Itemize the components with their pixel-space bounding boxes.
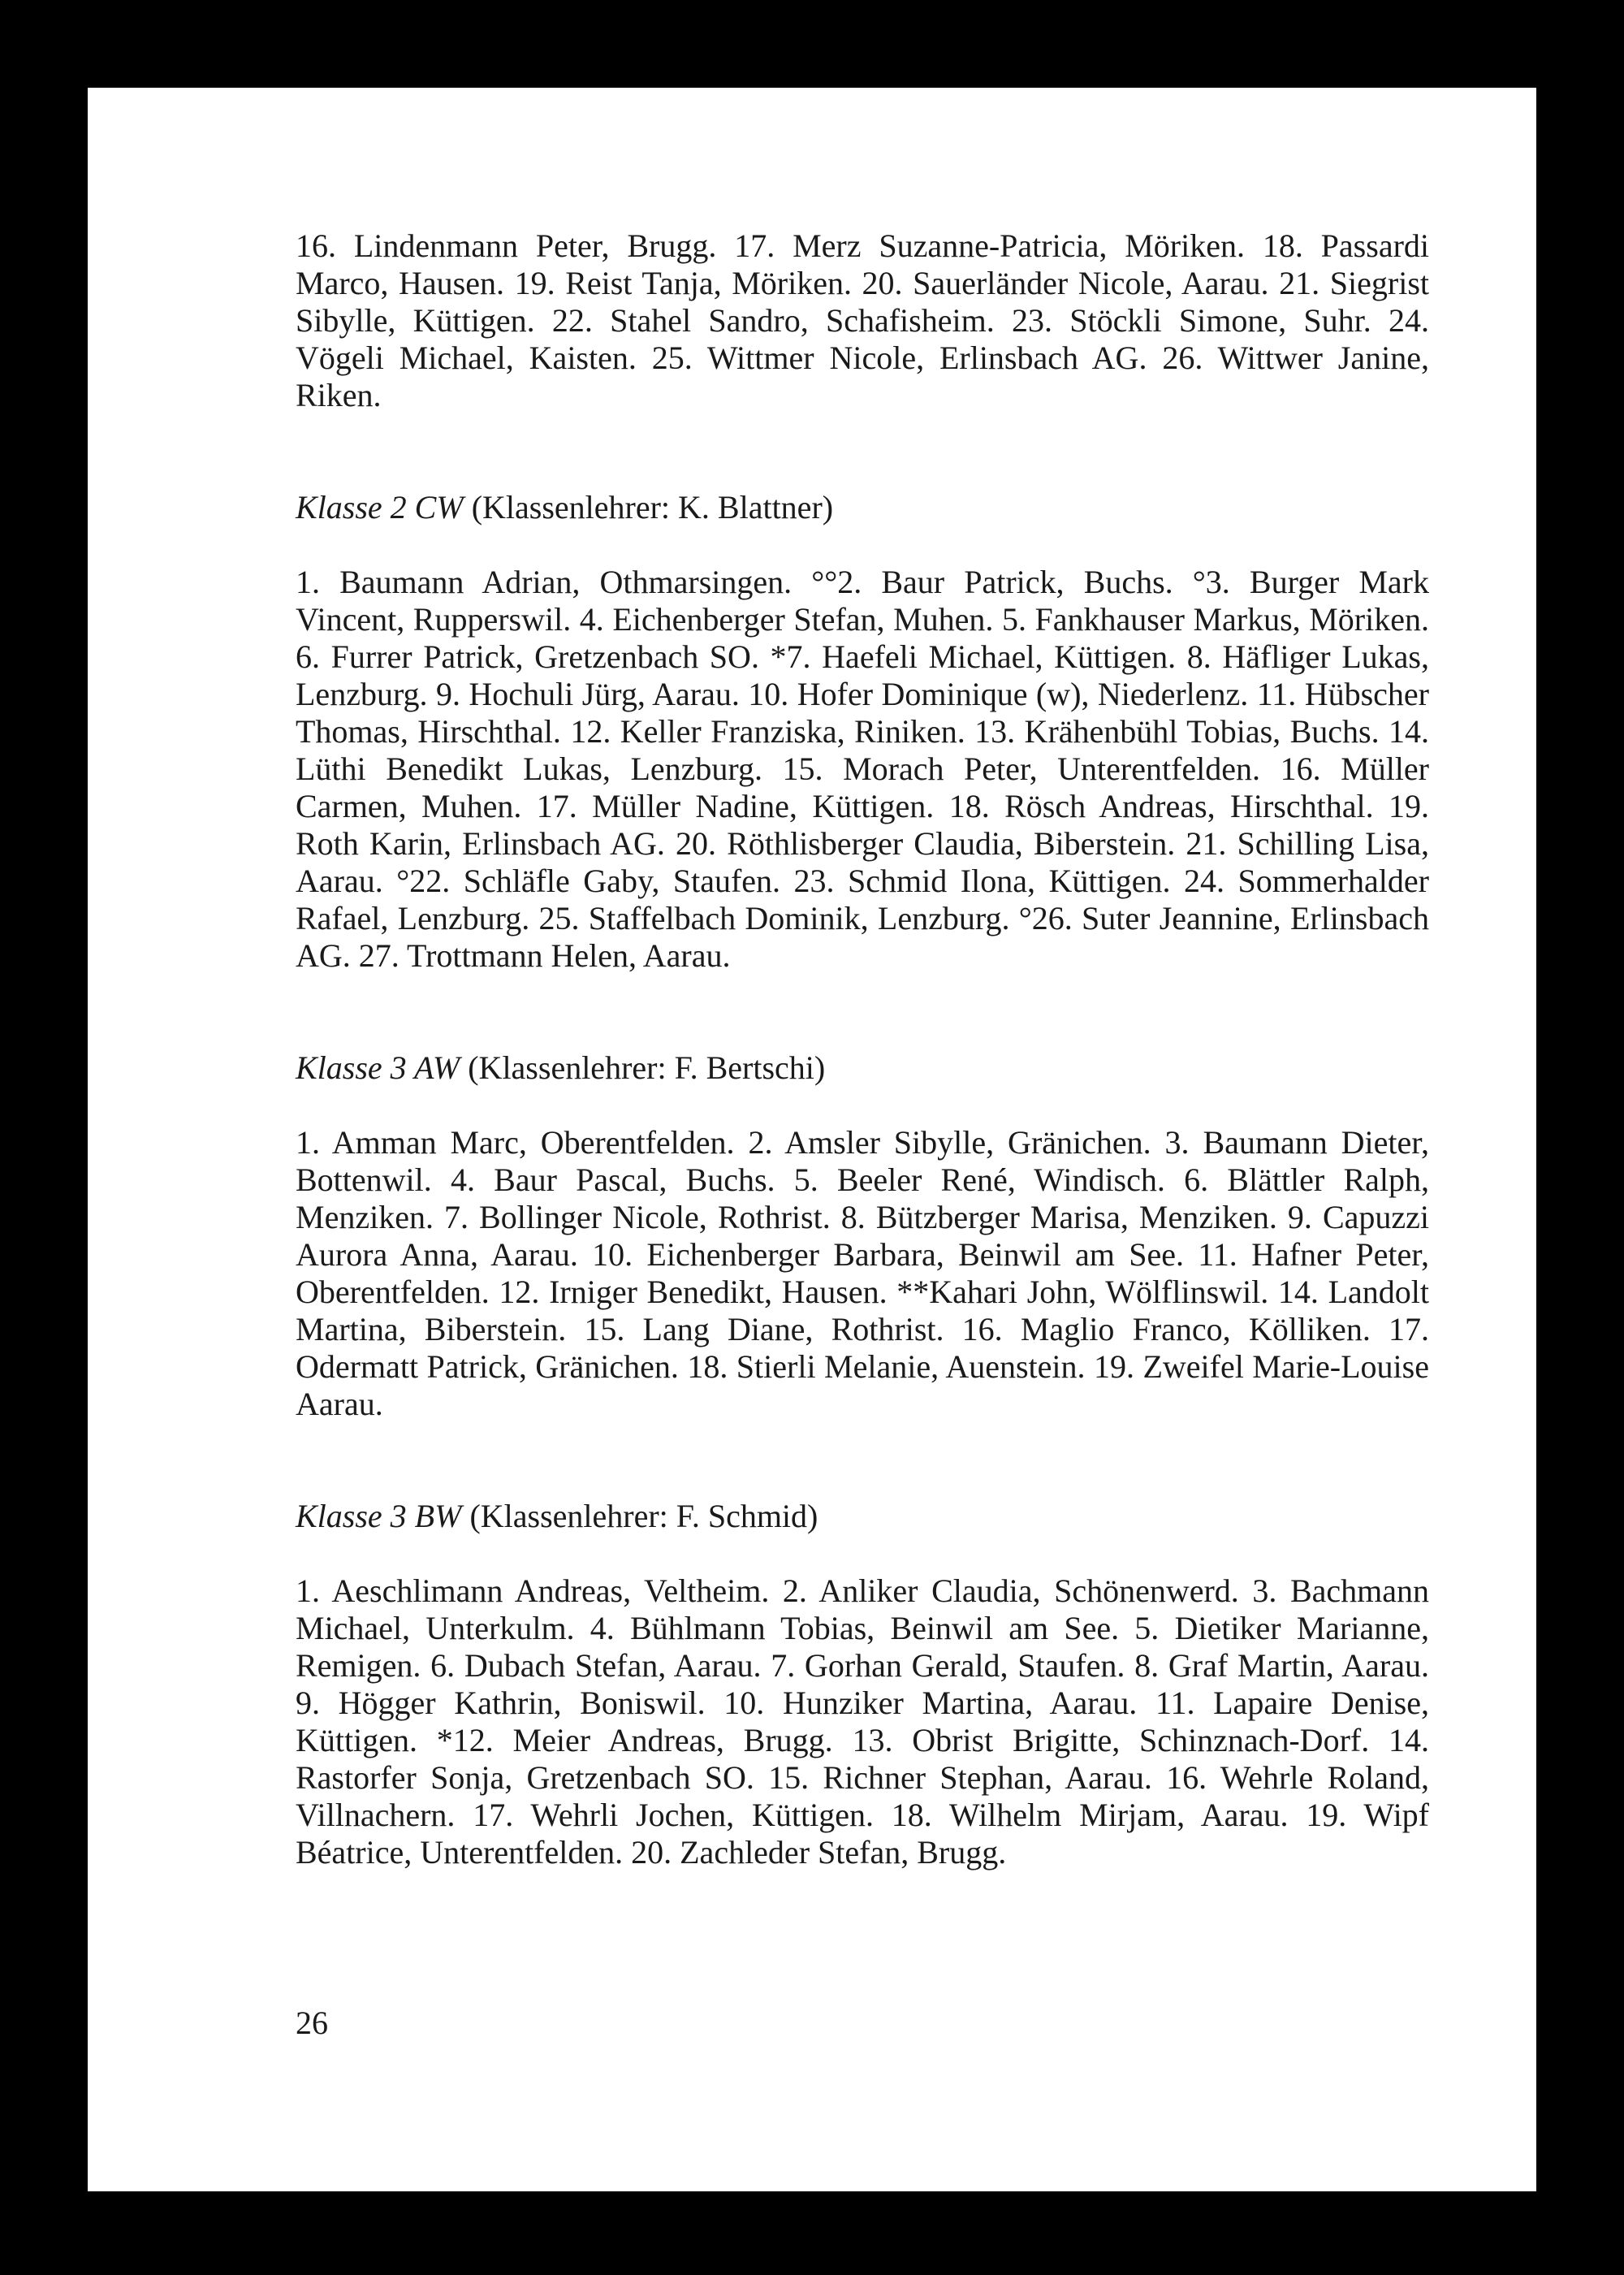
page-number: 26 [296, 2005, 328, 2041]
student-list-3bw: 1. Aeschlimann Andreas, Veltheim. 2. Anliker Claudia, Schönenwerd. 3. Bachmann Michael, Unterkulm. 4. Bühlmann Tobias, Beinwil am See. 5. Dietiker Marianne, Remigen. 6. Dubach Stefan, Aarau. 7. Gorhan Gerald, Staufen. 8. Graf Martin, Aarau. 9. Högger Kathrin, Boniswil. 10. Hunziker Martina, Aarau. 11. Lapaire Denise, Küttigen. *12. Meier Andreas, Brugg. 13. Obrist Brigitte, Schinznach-Dorf. 14. Rastorfer Sonja, Gretzenbach SO. 15. Richner Stephan, Aarau. 16. Wehrle Roland, Villnachern. 17. Wehrli Jochen, Küttigen. 18. Wilhelm Mirjam, Aarau. 19. Wipf Béatrice, Unterentfelden. 20. Zachleder Stefan, Brugg. [296, 1572, 1429, 1871]
page-content [296, 227, 1429, 1871]
student-list-3aw: 1. Amman Marc, Oberentfelden. 2. Amsler Sibylle, Gränichen. 3. Baumann Dieter, Bottenwil. 4. Baur Pascal, Buchs. 5. Beeler René, Windisch. 6. Blättler Ralph, Menziken. 7. Bollinger Nicole, Rothrist. 8. Bützberger Marisa, Menziken. 9. Capuzzi Aurora Anna, Aarau. 10. Eichenberger Barbara, Beinwil am See. 11. Hafner Peter, Oberentfelden. 12. Irniger Benedikt, Hausen. **Kahari John, Wölflinswil. 14. Landolt Martina, Biberstein. 15. Lang Diane, Rothrist. 16. Maglio Franco, Kölliken. 17. Odermatt Patrick, Gränichen. 18. Stierli Melanie, Auenstein. 19. Zweifel Marie-Louise Aarau. [296, 1124, 1429, 1422]
class-teacher: (Klassenlehrer: F. Schmid) [469, 1498, 818, 1534]
class-label: Klasse 3 BW [296, 1498, 462, 1534]
class-heading-3aw [296, 1049, 1429, 1087]
class-heading-3bw [296, 1498, 1429, 1535]
student-list-continued: 16. Lindenmann Peter, Brugg. 17. Merz Suzanne-Patricia, Möriken. 18. Passardi Marco, Hausen. 19. Reist Tanja, Möriken. 20. Sauerländer Nicole, Aarau. 21. Siegrist Sibylle, Küttigen. 22. Stahel Sandro, Schafisheim. 23. Stöckli Simone, Suhr. 24. Vögeli Michael, Kaisten. 25. Wittmer Nicole, Erlinsbach AG. 26. Wittwer Janine, Riken. [296, 227, 1429, 413]
class-label: Klasse 3 AW [296, 1049, 460, 1086]
class-teacher: (Klassenlehrer: F. Bertschi) [468, 1049, 826, 1086]
class-teacher: (Klassenlehrer: K. Blattner) [471, 489, 834, 525]
class-label: Klasse 2 CW [296, 489, 464, 525]
student-list-2cw: 1. Baumann Adrian, Othmarsingen. °°2. Baur Patrick, Buchs. °3. Burger Mark Vincent, Rupperswil. 4. Eichenberger Stefan, Muhen. 5. Fankhauser Markus, Möriken. 6. Furrer Patrick, Gretzenbach SO. *7. Haefeli Michael, Küttigen. 8. Häfliger Lukas, Lenzburg. 9. Hochuli Jürg, Aarau. 10. Hofer Dominique (w), Niederlenz. 11. Hübscher Thomas, Hirschthal. 12. Keller Franziska, Riniken. 13. Krähenbühl Tobias, Buchs. 14. Lüthi Benedikt Lukas, Lenzburg. 15. Morach Peter, Unterentfelden. 16. Müller Carmen, Muhen. 17. Müller Nadine, Küttigen. 18. Rösch Andreas, Hirschthal. 19. Roth Karin, Erlinsbach AG. 20. Röthlisberger Claudia, Biberstein. 21. Schilling Lisa, Aarau. °22. Schläfle Gaby, Staufen. 23. Schmid Ilona, Küttigen. 24. Sommerhalder Rafael, Lenzburg. 25. Staffelbach Dominik, Lenzburg. °26. Suter Jeannine, Erlinsbach AG. 27. Trottmann Helen, Aarau. [296, 564, 1429, 974]
document-page [88, 88, 1536, 2191]
class-heading-2cw [296, 489, 1429, 526]
